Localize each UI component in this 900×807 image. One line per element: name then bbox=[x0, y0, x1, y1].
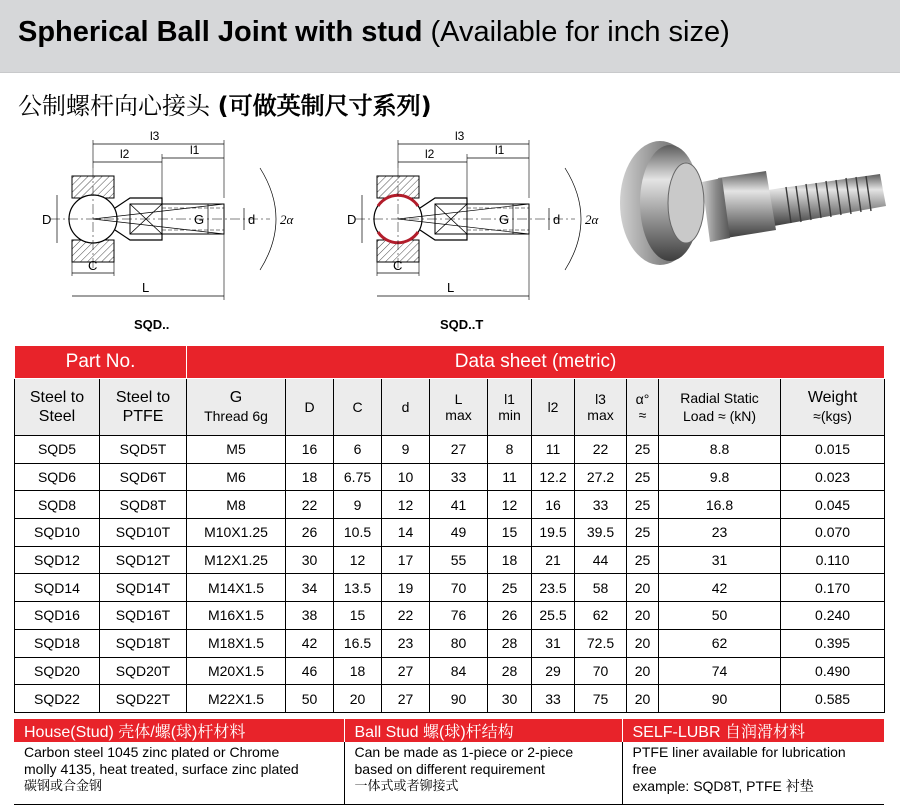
table-cell: 6 bbox=[334, 436, 382, 464]
spec-table bbox=[14, 345, 885, 713]
table-cell: 31 bbox=[532, 629, 575, 657]
table-cell: M5 bbox=[187, 436, 286, 464]
table-cell: 9 bbox=[382, 436, 430, 464]
table-cell: 90 bbox=[659, 685, 781, 713]
table-cell: M20X1.5 bbox=[187, 657, 286, 685]
table-row bbox=[15, 657, 885, 685]
table-cell: 12 bbox=[488, 491, 532, 519]
svg-text:l2: l2 bbox=[120, 147, 130, 161]
table-cell: 25 bbox=[627, 491, 659, 519]
table-cell: SQD6 bbox=[15, 463, 100, 491]
table-cell: 58 bbox=[575, 574, 627, 602]
table-row bbox=[15, 436, 885, 464]
table-cell: 25 bbox=[627, 546, 659, 574]
table-cell: SQD10T bbox=[100, 519, 187, 547]
table-cell: 55 bbox=[430, 546, 488, 574]
table-cell: SQD20T bbox=[100, 657, 187, 685]
table-cell: 27 bbox=[430, 436, 488, 464]
group-header-data-sheet: Data sheet (metric) bbox=[187, 346, 885, 379]
table-row bbox=[15, 629, 885, 657]
table-cell: 0.240 bbox=[781, 602, 885, 630]
svg-text:l1: l1 bbox=[495, 143, 505, 157]
table-cell: M10X1.25 bbox=[187, 519, 286, 547]
table-cell: 38 bbox=[286, 602, 334, 630]
table-cell: SQD14 bbox=[15, 574, 100, 602]
svg-text:L: L bbox=[447, 280, 455, 295]
col-weight: Weight ≈(kgs) bbox=[781, 379, 885, 436]
table-cell: 12.2 bbox=[532, 463, 575, 491]
table-cell: 42 bbox=[659, 574, 781, 602]
table-cell: 30 bbox=[488, 685, 532, 713]
table-cell: 80 bbox=[430, 629, 488, 657]
table-cell: SQD16T bbox=[100, 602, 187, 630]
table-cell: 49 bbox=[430, 519, 488, 547]
table-cell: 20 bbox=[627, 602, 659, 630]
product-photo bbox=[618, 138, 888, 268]
table-cell: 23 bbox=[382, 629, 430, 657]
svg-text:d: d bbox=[553, 212, 561, 227]
table-cell: 41 bbox=[430, 491, 488, 519]
table-cell: 33 bbox=[430, 463, 488, 491]
table-cell: 11 bbox=[488, 463, 532, 491]
drawing-sqd-t bbox=[335, 128, 625, 308]
table-cell: 62 bbox=[575, 602, 627, 630]
table-cell: 6.75 bbox=[334, 463, 382, 491]
table-cell: 18 bbox=[286, 463, 334, 491]
table-cell: 76 bbox=[430, 602, 488, 630]
table-cell: 0.070 bbox=[781, 519, 885, 547]
table-cell: 0.110 bbox=[781, 546, 885, 574]
table-cell: M14X1.5 bbox=[187, 574, 286, 602]
table-row bbox=[15, 685, 885, 713]
table-cell: 25.5 bbox=[532, 602, 575, 630]
table-cell: 9 bbox=[334, 491, 382, 519]
table-cell: 20 bbox=[627, 657, 659, 685]
table-cell: 0.015 bbox=[781, 436, 885, 464]
svg-text:D: D bbox=[42, 212, 52, 227]
table-cell: 10.5 bbox=[334, 519, 382, 547]
table-cell: 0.395 bbox=[781, 629, 885, 657]
table-cell: 0.490 bbox=[781, 657, 885, 685]
table-cell: 34 bbox=[286, 574, 334, 602]
table-cell: M22X1.5 bbox=[187, 685, 286, 713]
table-cell: 39.5 bbox=[575, 519, 627, 547]
table-cell: 22 bbox=[575, 436, 627, 464]
svg-text:2α: 2α bbox=[280, 212, 294, 227]
table-cell: 16 bbox=[532, 491, 575, 519]
notes-table bbox=[14, 719, 884, 805]
col-L-max: L max bbox=[430, 379, 488, 436]
table-cell: 72.5 bbox=[575, 629, 627, 657]
svg-text:G: G bbox=[194, 212, 205, 227]
notes-ball-text: Can be made as 1-piece or 2-piece based on different requirement 一体式或者铆接式 bbox=[344, 742, 622, 804]
table-cell: 46 bbox=[286, 657, 334, 685]
svg-text:l3: l3 bbox=[150, 129, 160, 143]
table-cell: SQD8 bbox=[15, 491, 100, 519]
table-cell: SQD10 bbox=[15, 519, 100, 547]
table-cell: SQD16 bbox=[15, 602, 100, 630]
col-l1-min: l1 min bbox=[488, 379, 532, 436]
table-cell: 74 bbox=[659, 657, 781, 685]
table-cell: 20 bbox=[627, 629, 659, 657]
svg-text:2α: 2α bbox=[585, 212, 599, 227]
table-cell: 70 bbox=[430, 574, 488, 602]
table-row bbox=[15, 463, 885, 491]
col-l2: l2 bbox=[532, 379, 575, 436]
table-cell: 16 bbox=[286, 436, 334, 464]
table-cell: 17 bbox=[382, 546, 430, 574]
table-cell: 26 bbox=[286, 519, 334, 547]
table-cell: SQD5T bbox=[100, 436, 187, 464]
svg-text:D: D bbox=[347, 212, 357, 227]
table-cell: 16.5 bbox=[334, 629, 382, 657]
table-cell: 20 bbox=[334, 685, 382, 713]
table-cell: SQD22 bbox=[15, 685, 100, 713]
table-cell: 0.023 bbox=[781, 463, 885, 491]
drawing-caption-sqd-t: SQD..T bbox=[440, 317, 484, 332]
table-cell: 25 bbox=[627, 519, 659, 547]
svg-text:G: G bbox=[499, 212, 510, 227]
table-cell: 20 bbox=[627, 574, 659, 602]
table-cell: 50 bbox=[286, 685, 334, 713]
table-cell: 25 bbox=[488, 574, 532, 602]
table-cell: 12 bbox=[382, 491, 430, 519]
title-banner bbox=[0, 0, 900, 73]
col-C: C bbox=[334, 379, 382, 436]
drawing-sqd bbox=[30, 128, 320, 308]
table-cell: SQD18 bbox=[15, 629, 100, 657]
table-row bbox=[15, 491, 885, 519]
table-cell: 33 bbox=[532, 685, 575, 713]
table-cell: 75 bbox=[575, 685, 627, 713]
table-cell: 62 bbox=[659, 629, 781, 657]
svg-text:C: C bbox=[393, 258, 403, 273]
col-l3-max: l3 max bbox=[575, 379, 627, 436]
table-cell: M12X1.25 bbox=[187, 546, 286, 574]
table-cell: 18 bbox=[334, 657, 382, 685]
drawing-caption-sqd: SQD.. bbox=[134, 317, 170, 332]
table-cell: 20 bbox=[627, 685, 659, 713]
table-cell: 33 bbox=[575, 491, 627, 519]
table-cell: 29 bbox=[532, 657, 575, 685]
table-cell: 30 bbox=[286, 546, 334, 574]
table-cell: M8 bbox=[187, 491, 286, 519]
table-cell: 22 bbox=[382, 602, 430, 630]
table-cell: 28 bbox=[488, 629, 532, 657]
table-cell: 50 bbox=[659, 602, 781, 630]
table-cell: 18 bbox=[488, 546, 532, 574]
table-cell: 42 bbox=[286, 629, 334, 657]
table-cell: 8.8 bbox=[659, 436, 781, 464]
table-cell: 0.585 bbox=[781, 685, 885, 713]
notes-lubr-text: PTFE liner available for lubrication free example: SQD8T, PTFE 衬垫 bbox=[622, 742, 884, 804]
col-alpha: α° ≈ bbox=[627, 379, 659, 436]
table-cell: SQD6T bbox=[100, 463, 187, 491]
table-cell: 15 bbox=[488, 519, 532, 547]
table-cell: M16X1.5 bbox=[187, 602, 286, 630]
table-cell: 12 bbox=[334, 546, 382, 574]
table-cell: 10 bbox=[382, 463, 430, 491]
table-cell: 9.8 bbox=[659, 463, 781, 491]
table-cell: 25 bbox=[627, 436, 659, 464]
table-cell: 84 bbox=[430, 657, 488, 685]
table-cell: M18X1.5 bbox=[187, 629, 286, 657]
col-g-thread: G Thread 6g bbox=[187, 379, 286, 436]
col-radial-static-load: Radial Static Load ≈ (kN) bbox=[659, 379, 781, 436]
table-cell: SQD5 bbox=[15, 436, 100, 464]
table-cell: 26 bbox=[488, 602, 532, 630]
table-cell: 70 bbox=[575, 657, 627, 685]
notes-house-text: Carbon steel 1045 zinc plated or Chrome molly 4135, heat treated, surface zinc plated 碳钢或合金钢 bbox=[14, 742, 344, 804]
table-cell: 11 bbox=[532, 436, 575, 464]
table-cell: 27 bbox=[382, 657, 430, 685]
table-cell: 21 bbox=[532, 546, 575, 574]
table-cell: 23.5 bbox=[532, 574, 575, 602]
table-cell: 0.045 bbox=[781, 491, 885, 519]
table-cell: SQD22T bbox=[100, 685, 187, 713]
table-row bbox=[15, 574, 885, 602]
svg-text:d: d bbox=[248, 212, 256, 227]
table-cell: 44 bbox=[575, 546, 627, 574]
table-cell: 22 bbox=[286, 491, 334, 519]
table-cell: SQD14T bbox=[100, 574, 187, 602]
svg-text:C: C bbox=[88, 258, 98, 273]
col-steel-to-steel: Steel to Steel bbox=[15, 379, 100, 436]
table-cell: 27 bbox=[382, 685, 430, 713]
notes-house-title: House(Stud) 壳体/螺(球)杆材料 bbox=[14, 719, 344, 742]
group-header-part-no: Part No. bbox=[15, 346, 187, 379]
table-row bbox=[15, 546, 885, 574]
col-d: d bbox=[382, 379, 430, 436]
table-cell: 14 bbox=[382, 519, 430, 547]
table-cell: SQD12T bbox=[100, 546, 187, 574]
table-cell: 28 bbox=[488, 657, 532, 685]
table-cell: 8 bbox=[488, 436, 532, 464]
col-D: D bbox=[286, 379, 334, 436]
table-cell: M6 bbox=[187, 463, 286, 491]
page-title: Spherical Ball Joint with stud (Available for inch size) bbox=[18, 16, 730, 48]
table-cell: 15 bbox=[334, 602, 382, 630]
table-cell: 23 bbox=[659, 519, 781, 547]
table-cell: SQD20 bbox=[15, 657, 100, 685]
table-cell: 16.8 bbox=[659, 491, 781, 519]
notes-lubr-title: SELF-LUBR 自润滑材料 bbox=[622, 719, 884, 742]
table-cell: 31 bbox=[659, 546, 781, 574]
notes-ball-title: Ball Stud 螺(球)杆结构 bbox=[344, 719, 622, 742]
svg-text:l1: l1 bbox=[190, 143, 200, 157]
table-cell: 0.170 bbox=[781, 574, 885, 602]
chinese-subtitle: 公制螺杆向心接头 (可做英制尺寸系列) bbox=[18, 92, 432, 120]
col-steel-to-ptfe: Steel to PTFE bbox=[100, 379, 187, 436]
table-cell: 25 bbox=[627, 463, 659, 491]
svg-text:l2: l2 bbox=[425, 147, 435, 161]
table-cell: SQD8T bbox=[100, 491, 187, 519]
table-row bbox=[15, 602, 885, 630]
table-row bbox=[15, 519, 885, 547]
svg-text:l3: l3 bbox=[455, 129, 465, 143]
table-cell: 13.5 bbox=[334, 574, 382, 602]
table-cell: SQD12 bbox=[15, 546, 100, 574]
table-cell: 27.2 bbox=[575, 463, 627, 491]
svg-text:L: L bbox=[142, 280, 150, 295]
table-cell: 90 bbox=[430, 685, 488, 713]
table-cell: SQD18T bbox=[100, 629, 187, 657]
table-cell: 19.5 bbox=[532, 519, 575, 547]
table-cell: 19 bbox=[382, 574, 430, 602]
